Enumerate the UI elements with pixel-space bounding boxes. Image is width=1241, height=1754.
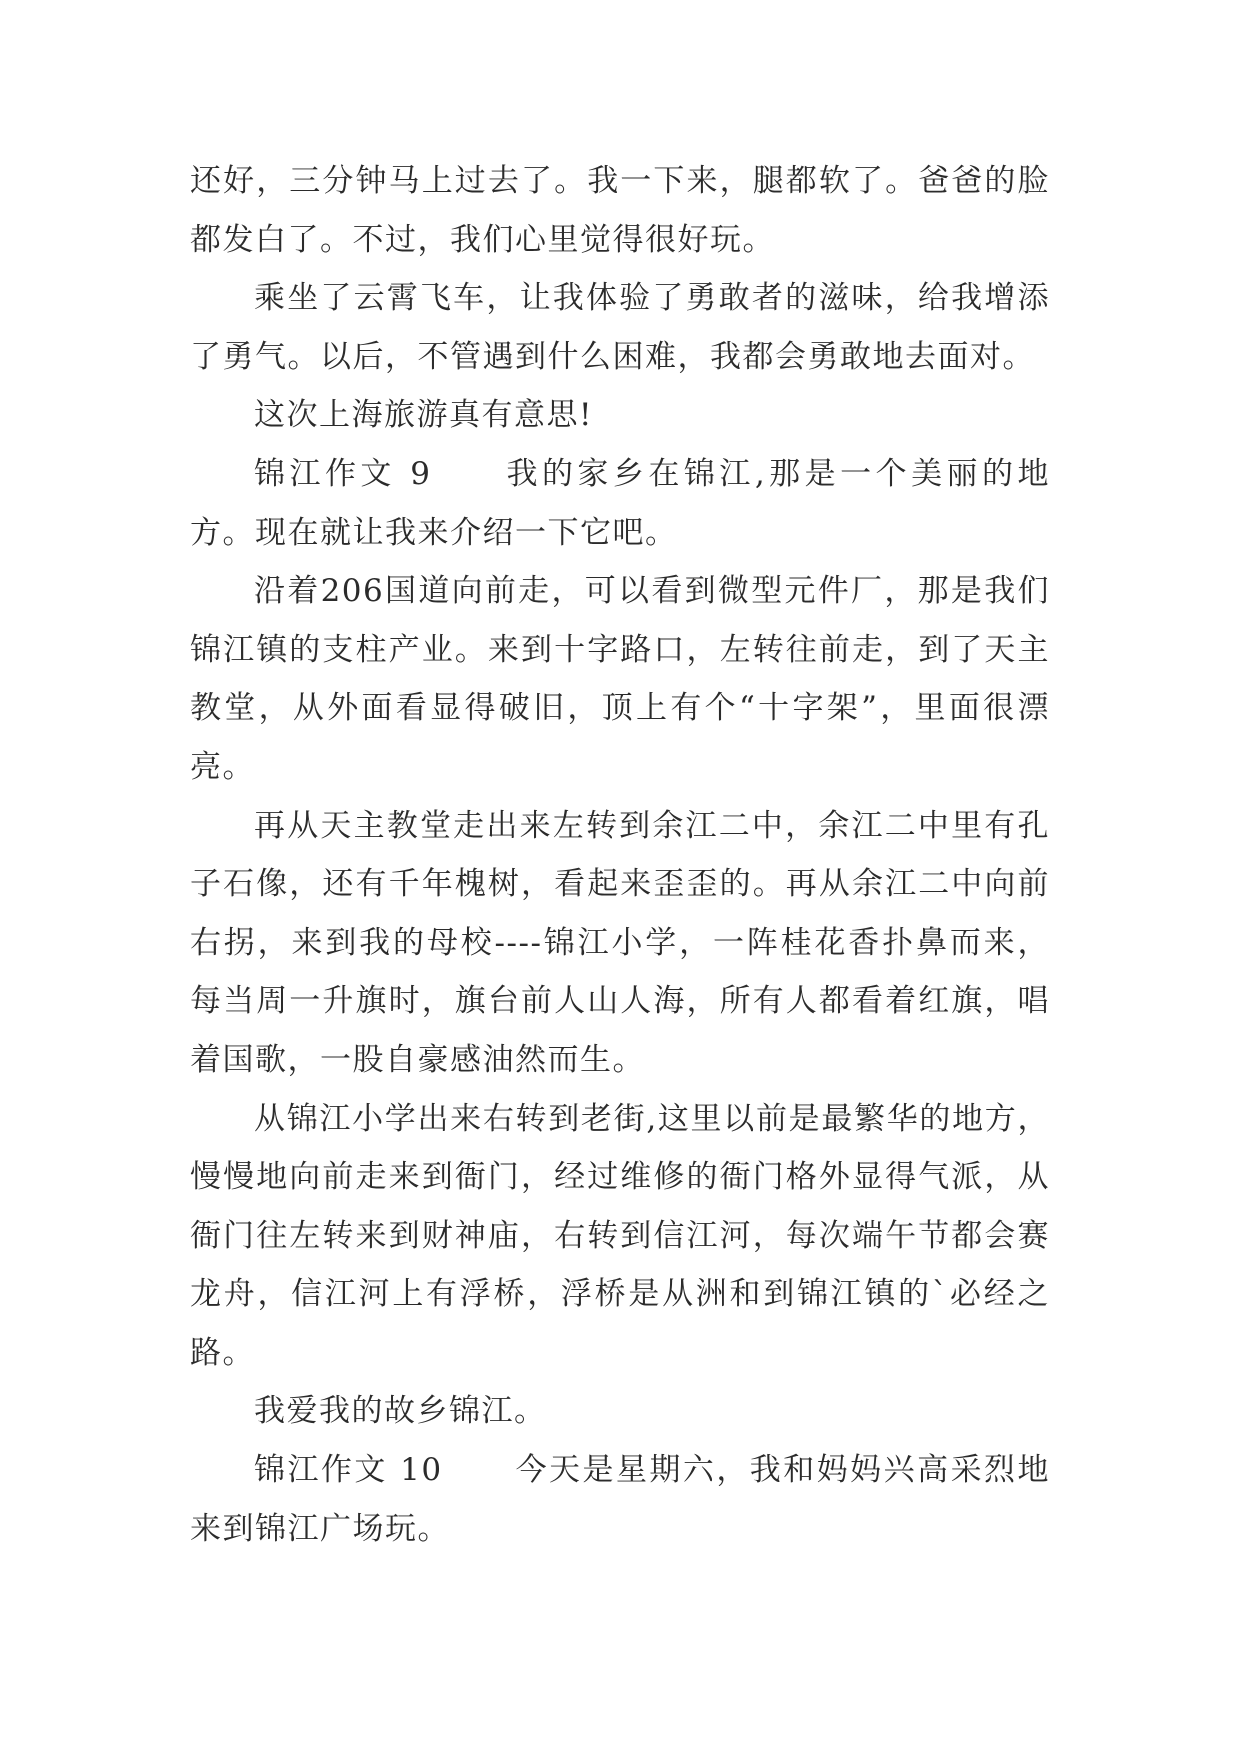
paragraph-9: [190, 1441, 1050, 1558]
paragraph-text: 我爱我的故乡锦江。: [254, 1393, 547, 1430]
paragraph-1: [190, 152, 1050, 269]
paragraph-text: 今天是星期六，我和妈妈兴高采烈地来到锦江广场玩。: [190, 1452, 1050, 1547]
essay-heading: 锦江作文 9: [254, 455, 432, 492]
paragraph-3: [190, 386, 1050, 445]
document-body: [190, 152, 1050, 1558]
paragraph-text: 再从天主教堂走出来左转到余江二中，余江二中里有孔子石像，还有千年槐树，看起来歪歪的。再从余江二中向前右拐，来到我的母校----锦江小学，一阵桂花香扑鼻而来，每当周一升旗时，旗台前人山人海，所有人都看着红旗，唱着国歌，一股自豪感油然而生。: [190, 807, 1050, 1078]
paragraph-2: [190, 269, 1050, 386]
paragraph-text: 我的家乡在锦江,那是一个美丽的地方。现在就让我来介绍一下它吧。: [190, 455, 1051, 551]
paragraph-8: [190, 1382, 1050, 1441]
essay-heading: 锦江作文 10: [254, 1452, 443, 1489]
paragraph-text: 还好，三分钟马上过去了。我一下来，腿都软了。爸爸的脸都发白了。不过，我们心里觉得很好玩。: [190, 163, 1050, 258]
paragraph-6: [190, 797, 1050, 1090]
paragraph-4: [190, 445, 1050, 562]
paragraph-5: [190, 562, 1050, 796]
paragraph-text: 沿着206国道向前走，可以看到微型元件厂，那是我们锦江镇的支柱产业。来到十字路口，左转往前走，到了天主教堂，从外面看显得破旧，顶上有个“十字架”，里面很漂亮。: [190, 573, 1050, 785]
paragraph-text: 这次上海旅游真有意思!: [254, 397, 593, 434]
paragraph-text: 乘坐了云霄飞车，让我体验了勇敢者的滋味，给我增添了勇气。以后，不管遇到什么困难，我都会勇敢地去面对。: [190, 280, 1050, 375]
paragraph-text: 从锦江小学出来右转到老街,这里以前是最繁华的地方，慢慢地向前走来到衙门，经过维修的衙门格外显得气派，从衙门往左转来到财神庙，右转到信江河，每次端午节都会赛龙舟，信江河上有浮桥，浮桥是从洲和到锦江镇的`必经之路。: [190, 1100, 1050, 1371]
paragraph-7: [190, 1090, 1050, 1383]
